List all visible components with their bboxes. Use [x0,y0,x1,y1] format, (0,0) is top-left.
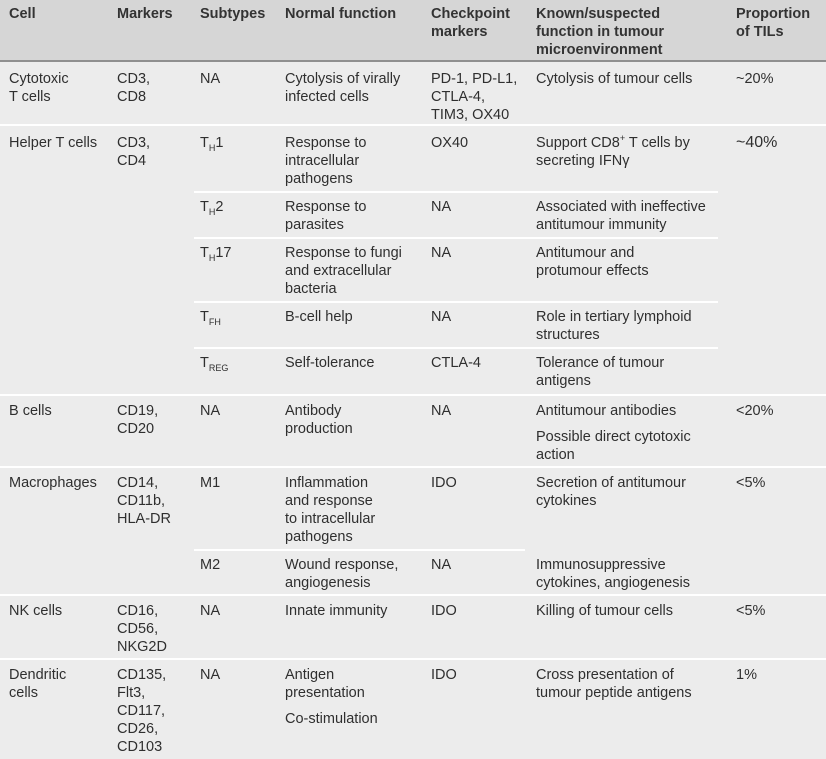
table-row-macrophages [0,468,826,596]
table-row-nk [0,596,826,660]
cell-checkpoint: IDO [431,603,457,619]
cell-known-function: Antitumour antibodies [536,403,677,419]
subtype-th1: $T_H1$ [200,135,224,153]
cell-known-function: Possible direct cytotoxic action [536,429,691,463]
table-header [0,0,826,62]
cell-markers: CD3, CD8 [117,71,151,105]
cell-name: Helper T cells [9,135,98,151]
cell-known-function: Immunosuppressive cytokines, angiogenesis [536,557,690,591]
cell-checkpoint: NA [431,403,452,419]
cell-proportion: <20% [736,403,774,419]
cell-checkpoint: IDO [431,667,457,683]
cell-name: Dendritic cells [9,667,67,701]
cell-subtype: NA [200,71,221,87]
cell-name: B cells [9,403,52,419]
cell-known-function: Killing of tumour cells [536,603,673,619]
cell-checkpoint: NA [431,557,452,573]
cell-normal-function: Antigen presentation [285,667,365,701]
cell-normal-function: Self-tolerance [285,355,375,371]
cell-markers: CD16, CD56, NKG2D [117,603,167,655]
cell-name: Cytotoxic T cells [9,71,69,105]
table-row-cytotoxic [0,62,826,126]
cell-normal-function: Innate immunity [285,603,388,619]
cell-known-function: Cytolysis of tumour cells [536,71,693,87]
cell-normal-function: Response to parasites [285,199,367,233]
cell-normal-function: B-cell help [285,309,353,325]
cell-known-function: Antitumour and protumour effects [536,245,649,279]
row-divider [194,301,718,303]
cell-checkpoint: IDO [431,475,457,491]
cell-normal-function: Wound response, angiogenesis [285,557,399,591]
cell-proportion: <5% [736,603,766,619]
header-known-function: Known/suspected function in tumour microenvironment [536,6,665,58]
cell-normal-function: Response to fungi and extracellular bacteria [285,245,402,297]
cell-checkpoint: CTLA-4 [431,355,481,371]
cell-normal-function: Inflammation and response to intracellular pathogens [285,475,376,545]
cell-subtype: NA [200,403,221,419]
cell-checkpoint: NA [431,309,452,325]
cell-known-function: Tolerance of tumour antigens [536,355,665,389]
cell-markers: CD14, CD11b, HLA-DR [117,475,171,527]
row-divider [194,237,718,239]
cell-checkpoint: OX40 [431,135,469,151]
header-markers: Markers [117,6,173,22]
cell-name: Macrophages [9,475,97,491]
cell-subtype: NA [200,603,221,619]
cell-checkpoint: NA [431,245,452,261]
cell-proportion: ~40% [736,134,778,151]
header-subtypes: Subtypes [200,6,266,22]
subtype-th2: $T_H2$ [200,199,224,217]
cell-markers: CD3, CD4 [117,135,151,169]
cell-normal-function: Response to intracellular pathogens [285,135,367,187]
cell-known-function: Cross presentation of tumour peptide antigens [536,667,692,701]
table-row-dendritic [0,660,826,759]
cell-known-function: Support CD8+ T cells by secreting IFNγ [536,133,690,169]
subtype-m2: M2 [200,557,221,573]
subtype-th17: $T_H17$ [200,245,232,263]
table-row-bcells [0,396,826,468]
cell-checkpoint: PD-1, PD-L1, CTLA-4, TIM3, OX40 [431,71,518,123]
cell-proportion: ~20% [736,71,774,87]
cell-known-function: Role in tertiary lymphoid structures [536,309,692,343]
cell-normal-function: Cytolysis of virally infected cells [285,71,401,105]
cell-normal-function: Co-stimulation [285,711,378,727]
cell-name: NK cells [9,603,63,619]
header-cell: Cell [9,6,36,22]
cell-proportion: <5% [736,475,766,491]
subtype-tfh: $T_{FH}$ [200,309,221,327]
row-divider [194,191,718,193]
subtype-treg: $T_{REG}$ [200,355,229,373]
cell-known-function: Secretion of antitumour cytokines [536,475,686,509]
table-row-helper [0,126,826,396]
cell-markers: CD19, CD20 [117,403,159,437]
header-proportion: Proportion of TILs [736,6,811,40]
cell-subtype: NA [200,667,221,683]
cell-known-function: Associated with ineffective antitumour immunity [536,199,706,233]
subtype-m1: M1 [200,475,221,491]
cell-normal-function: Antibody production [285,403,353,437]
row-divider [194,549,525,551]
header-normal-function: Normal function [285,6,397,22]
header-checkpoint-markers: Checkpoint markers [431,6,510,40]
cell-checkpoint: NA [431,199,452,215]
cell-markers: CD135, Flt3, CD117, CD26, CD103 [117,667,167,755]
cell-proportion: 1% [736,667,757,683]
row-divider [194,347,718,349]
